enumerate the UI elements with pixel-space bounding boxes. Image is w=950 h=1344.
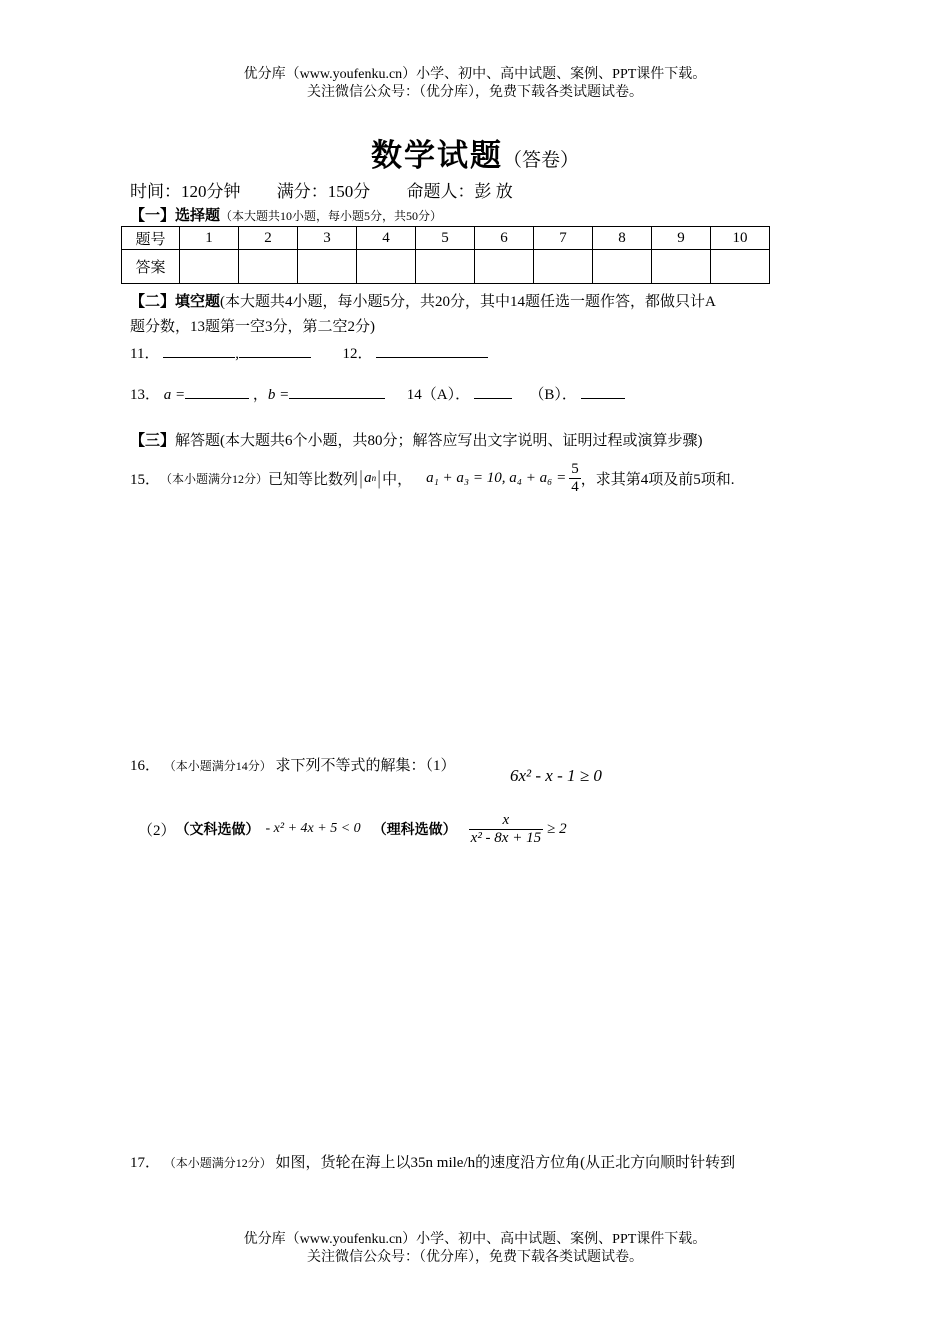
q15-condition: a₁ + a₃ = 10, a₄ + a₆ = bbox=[426, 469, 567, 486]
question-16 bbox=[130, 754, 456, 775]
q12-label: 12． bbox=[342, 346, 373, 362]
page-title bbox=[0, 130, 950, 175]
q16-num: 16． bbox=[130, 758, 161, 774]
section-1-name: 选择题 bbox=[175, 206, 221, 224]
table-row bbox=[122, 227, 770, 250]
title-main: 数学试题 bbox=[370, 138, 503, 174]
answer-table bbox=[121, 226, 770, 284]
section-2-desc-2: 题分数，13题第一空3分，第二空2分) bbox=[130, 319, 375, 335]
q16-fraction bbox=[469, 812, 543, 847]
answer-cell[interactable] bbox=[711, 250, 770, 284]
q12-blank[interactable] bbox=[376, 343, 488, 358]
section-3-tag: 【三】 bbox=[130, 431, 176, 449]
answer-cell[interactable] bbox=[239, 250, 298, 284]
question-number-cell: 5 bbox=[416, 227, 475, 250]
q17-num: 17． bbox=[130, 1155, 161, 1171]
q16-text: 求下列不等式的解集：（1） bbox=[275, 758, 456, 774]
q15-num: 15． bbox=[130, 471, 161, 488]
q16-frac-den: x² - 8x + 15 bbox=[470, 829, 542, 846]
q11-blank-2[interactable] bbox=[239, 343, 311, 358]
q15-text-b: 中， bbox=[382, 471, 413, 488]
question-number-cell: 2 bbox=[239, 227, 298, 250]
q15-note: （本小题满分12分） bbox=[160, 471, 269, 486]
q15-fraction bbox=[569, 461, 581, 496]
q16-part2-label: （2） bbox=[138, 822, 176, 839]
answer-cell[interactable] bbox=[416, 250, 475, 284]
question-number-cell: 10 bbox=[711, 227, 770, 250]
fill-row-11-12 bbox=[130, 342, 488, 363]
footer-line-1: 优分库（www.youfenku.cn）小学、初中、高中试题、案例、PPT课件下载。 bbox=[243, 1232, 707, 1247]
q16-part-2 bbox=[138, 806, 567, 852]
q17-note: （本小题满分12分） bbox=[163, 1156, 272, 1170]
question-number-cell: 9 bbox=[652, 227, 711, 250]
question-17 bbox=[130, 1151, 735, 1172]
q13-comma: ， bbox=[252, 387, 268, 403]
q15-frac-num: 5 bbox=[571, 460, 579, 477]
q14b-label: （B）． bbox=[529, 387, 577, 403]
answer-cell[interactable] bbox=[593, 250, 652, 284]
answer-cell[interactable] bbox=[357, 250, 416, 284]
q15-seq-sub: n bbox=[371, 473, 377, 483]
question-15: 15． （本小题满分12分） 已知等比数列 | a n | 中， a₁ + a₃ = 10, a₄ + a₆ = $\frac{5}{4}$ ，求其第4项及前5项和. bbox=[130, 460, 735, 495]
question-number-cell: 8 bbox=[593, 227, 652, 250]
q16-note: （本小题满分14分） bbox=[163, 759, 272, 773]
q15-seq: a bbox=[364, 469, 372, 486]
q14a-blank[interactable] bbox=[474, 384, 512, 399]
exam-time: 时间：120分钟 bbox=[130, 182, 241, 201]
q14b-blank[interactable] bbox=[581, 384, 625, 399]
section-2-tag: 【二】 bbox=[130, 292, 176, 310]
q15-text-c: ，求其第4项及前5项和. bbox=[580, 471, 735, 488]
title-sub: （答卷） bbox=[502, 149, 579, 171]
q11-label: 11． bbox=[130, 346, 160, 362]
question-number-cell: 6 bbox=[475, 227, 534, 250]
q16-inequality-3-rhs: ≥ 2 bbox=[547, 820, 567, 837]
header-label-cell: 题号 bbox=[122, 227, 180, 250]
q13-a-blank[interactable] bbox=[185, 384, 249, 399]
question-number-cell: 4 bbox=[357, 227, 416, 250]
q14a-label: 14（A）． bbox=[406, 387, 471, 403]
exam-author: 命题人：彭 放 bbox=[406, 182, 513, 201]
header-line-2: 关注微信公众号：（优分库），免费下载各类试题试卷。 bbox=[307, 85, 643, 100]
q15-frac-den: 4 bbox=[571, 478, 579, 495]
question-number-cell: 3 bbox=[298, 227, 357, 250]
q13-a-label: a = bbox=[163, 387, 186, 403]
q15-text-a: 已知等比数列 bbox=[268, 471, 359, 488]
q16-inequality-2: - x² + 4x + 5 < 0 bbox=[265, 821, 361, 836]
section-1-heading bbox=[130, 204, 442, 225]
answer-cell[interactable] bbox=[652, 250, 711, 284]
q11-blank-1[interactable] bbox=[163, 343, 235, 358]
q13-b-label: b = bbox=[267, 387, 290, 403]
q11-comma: , bbox=[235, 346, 239, 362]
footer-line-2: 关注微信公众号：（优分库），免费下载各类试题试卷。 bbox=[307, 1250, 643, 1265]
table-row bbox=[122, 250, 770, 284]
exam-meta bbox=[130, 177, 545, 202]
section-3-desc: 解答题(本大题共6个小题，共80分；解答应写出文字说明、证明过程或演算步骤) bbox=[175, 433, 703, 449]
section-1-desc: （本大题共10小题，每小题5分，共50分） bbox=[220, 209, 443, 223]
fill-row-13-14 bbox=[130, 383, 625, 404]
section-1-tag: 【一】 bbox=[130, 206, 176, 224]
exam-score: 满分：150分 bbox=[276, 182, 371, 201]
answer-cell[interactable] bbox=[534, 250, 593, 284]
answer-cell[interactable] bbox=[180, 250, 239, 284]
q13-b-blank[interactable] bbox=[289, 384, 385, 399]
q16-frac-num: x bbox=[469, 812, 543, 830]
question-number-cell: 7 bbox=[534, 227, 593, 250]
question-number-cell: 1 bbox=[180, 227, 239, 250]
q16-wen-label: （文科选做） bbox=[175, 822, 260, 838]
q17-text: 如图，货轮在海上以35n mile/h的速度沿方位角(从正北方向顺时针转到 bbox=[275, 1155, 736, 1171]
q13-label: 13． bbox=[130, 387, 161, 403]
answer-cell[interactable] bbox=[475, 250, 534, 284]
q16-inequality-1: 6x² - x - 1 ≥ 0 bbox=[510, 766, 602, 785]
q16-li-label: （理科选做） bbox=[372, 822, 457, 838]
answer-cell[interactable] bbox=[298, 250, 357, 284]
header-line-1: 优分库（www.youfenku.cn）小学、初中、高中试题、案例、PPT课件下载。 bbox=[243, 67, 707, 82]
section-3-heading bbox=[130, 429, 703, 450]
section-2-heading bbox=[130, 290, 716, 311]
answer-label-cell: 答案 bbox=[122, 250, 180, 284]
section-2-desc-1: (本大题共4小题，每小题5分，共20分，其中14题任选一题作答，都做只计A bbox=[220, 294, 716, 310]
section-2-name: 填空题 bbox=[175, 292, 221, 310]
